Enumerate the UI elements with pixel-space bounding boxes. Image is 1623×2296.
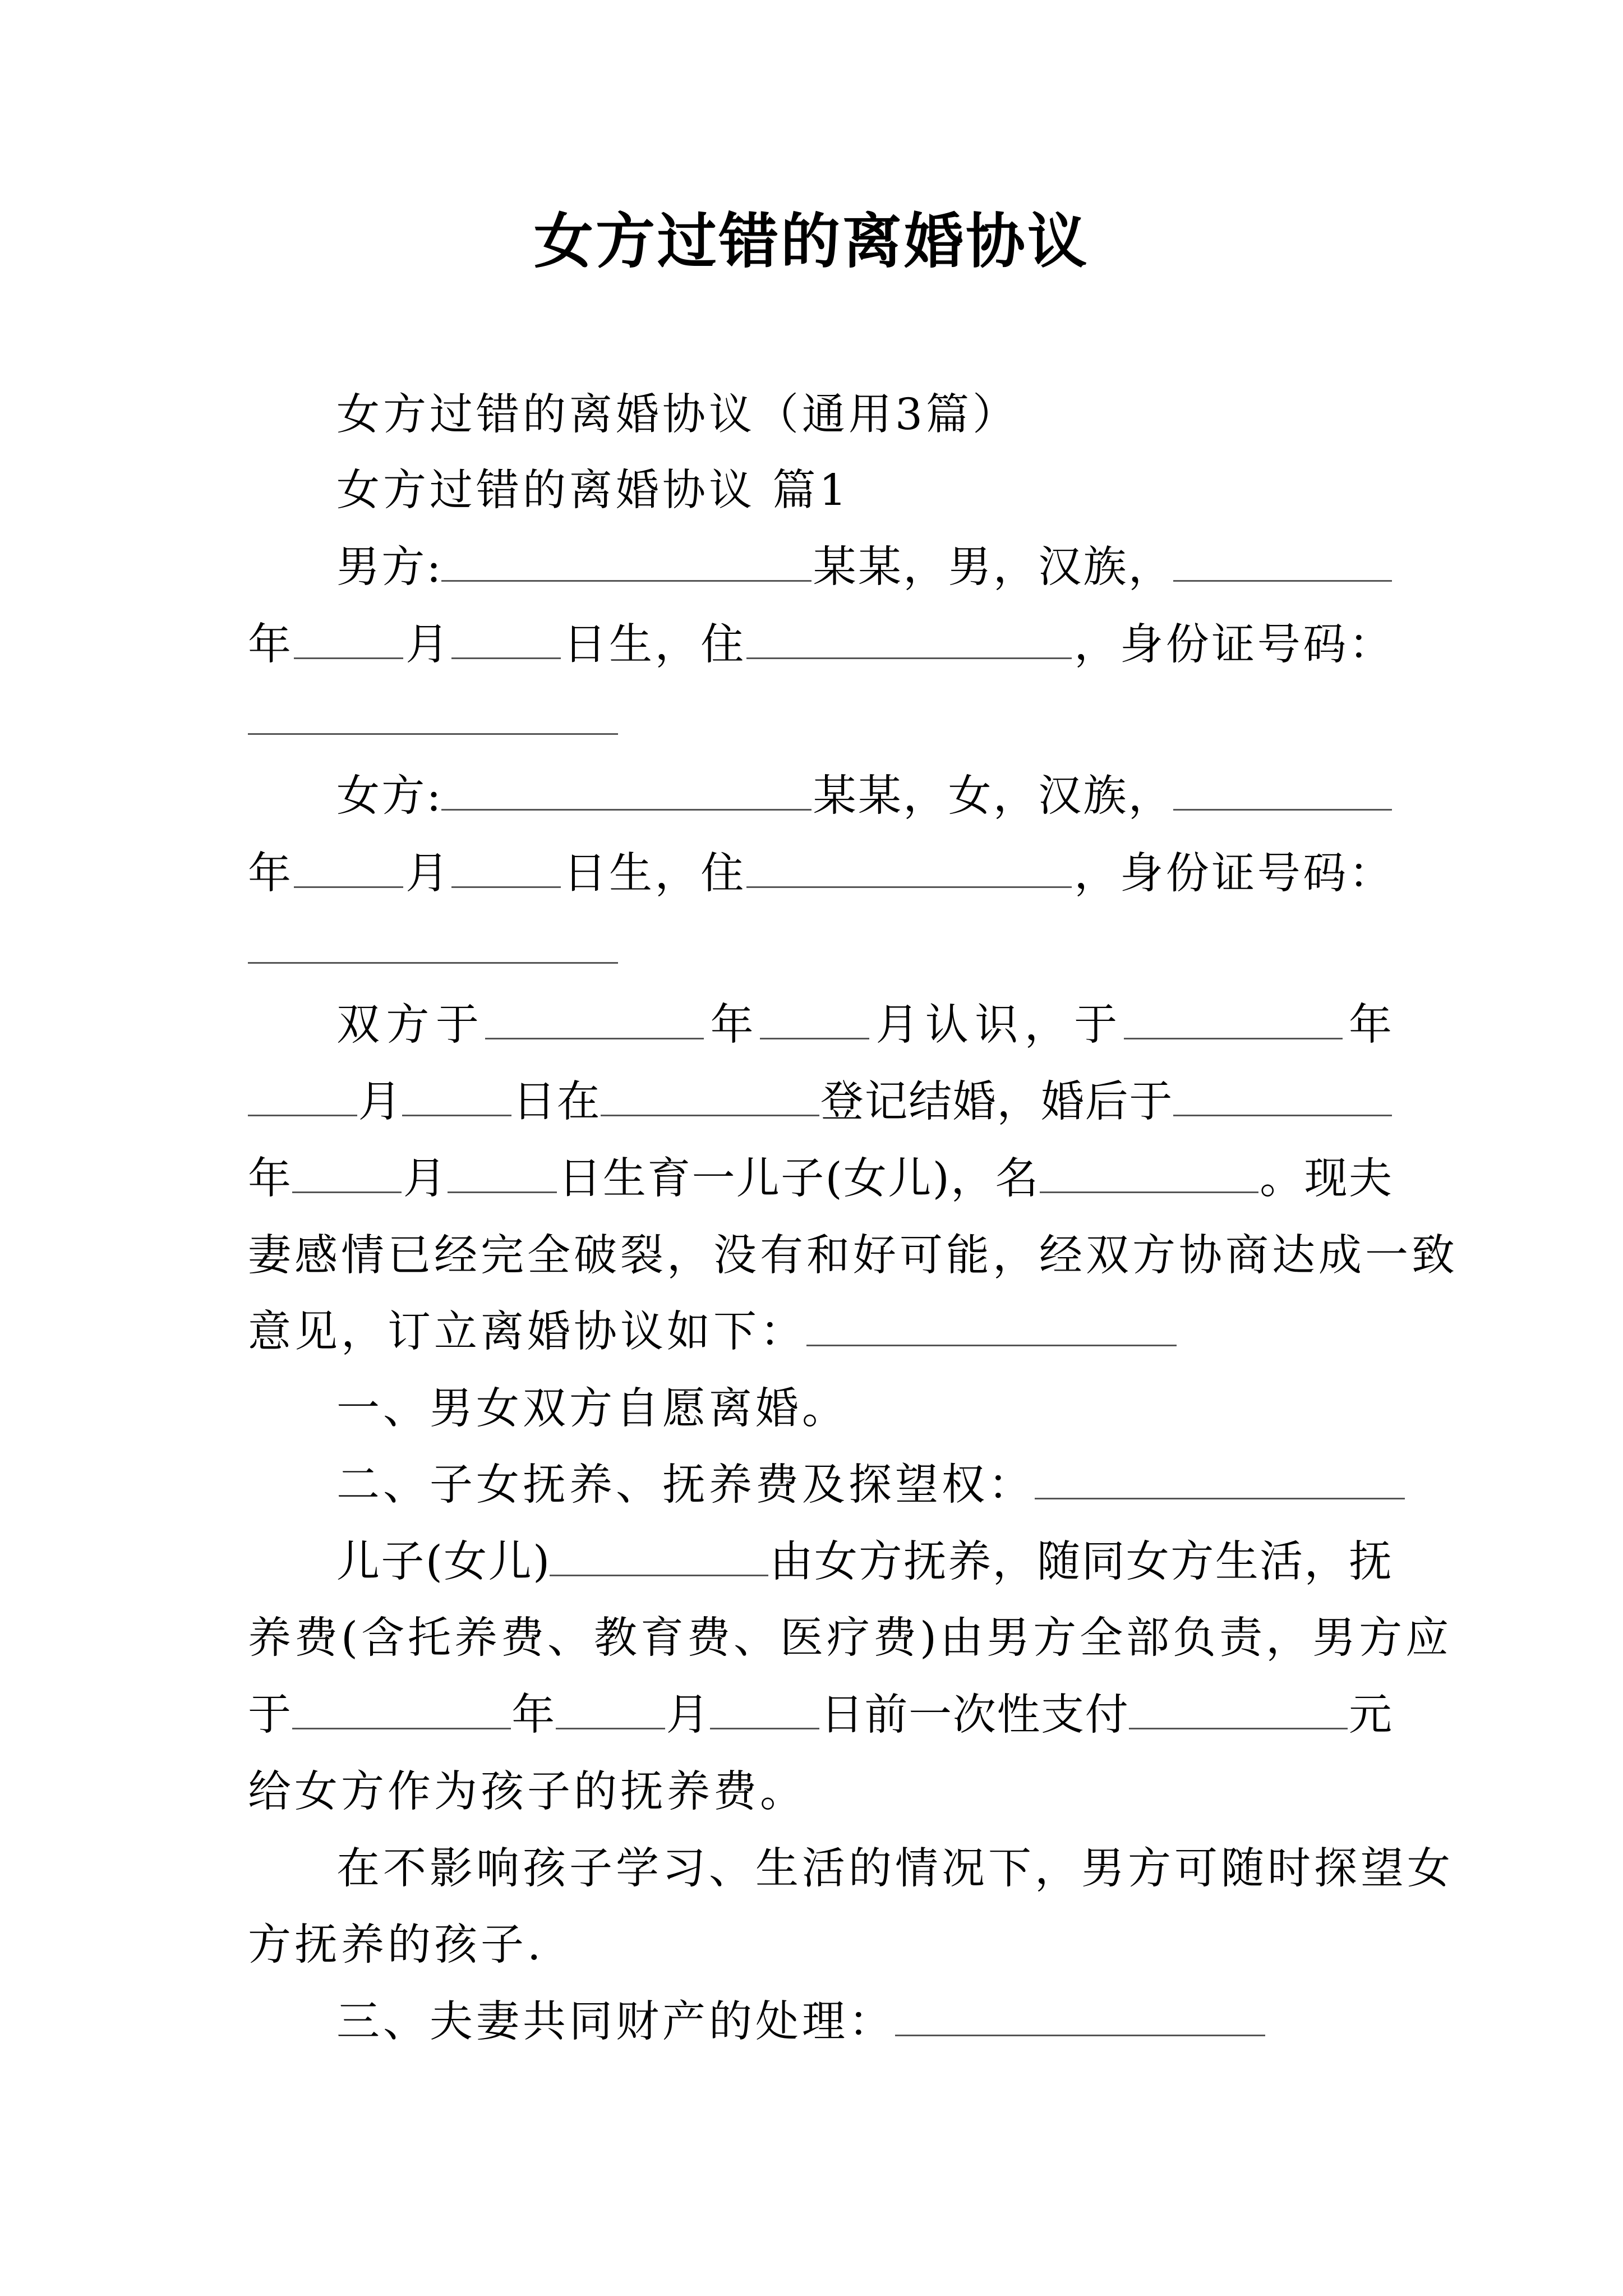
clause-3-blank[interactable] [895, 1998, 1265, 2036]
intro-l3-c: 日生育一儿子(女儿)，名 [557, 1154, 1040, 1204]
intro-l5: 意见，订立离婚协议如下： [248, 1307, 806, 1357]
custody-l3-d: 日前一次性支付 [819, 1690, 1129, 1740]
husband-name-blank[interactable] [441, 543, 811, 582]
birth-month-blank[interactable] [292, 1154, 402, 1193]
husband-born: 日生，住 [560, 620, 746, 670]
wife-line-2 [248, 843, 1392, 905]
intro-l1-a: 双方于 [336, 1000, 486, 1050]
intro-line-5 [248, 1301, 1392, 1363]
clause-2-blank[interactable] [1035, 1461, 1405, 1499]
custody-l3-b: 年 [510, 1690, 556, 1740]
husband-line-1 [336, 537, 1392, 599]
visit-line-1: 在不影响孩子学习、生活的情况下，男方可随时探望女 [336, 1844, 1454, 1894]
intro-line-3 [248, 1148, 1392, 1210]
wife-year: 年 [248, 849, 294, 899]
husband-id-label: ，身份证号码： [1071, 620, 1393, 670]
wife-month-blank[interactable] [294, 849, 403, 888]
part-heading: 女方过错的离婚协议 篇1 [336, 466, 850, 516]
clause-3: 三、夫妻共同财产的处理： [336, 1997, 895, 2047]
wife-line-1 [336, 766, 1392, 827]
met-year-blank[interactable] [485, 1001, 704, 1039]
payment-year-blank[interactable] [292, 1691, 511, 1729]
agreement-blank[interactable] [806, 1308, 1177, 1346]
intro-l2-a: 月 [357, 1077, 403, 1127]
husband-month-blank[interactable] [294, 620, 403, 659]
husband-year: 年 [248, 620, 294, 670]
intro-l1-c: 月认识，于 [869, 1000, 1124, 1050]
intro-l3-d: 。现夫 [1258, 1154, 1393, 1204]
wife-birth-year-blank[interactable] [1173, 772, 1392, 811]
husband-address-blank[interactable] [746, 620, 1072, 659]
marriage-day-blank[interactable] [402, 1078, 511, 1116]
custody-l3-a: 于 [248, 1690, 292, 1740]
registry-place-blank[interactable] [601, 1078, 819, 1116]
met-month-blank[interactable] [760, 1001, 869, 1039]
custody-child-blank[interactable] [550, 1538, 768, 1576]
intro-line-1 [336, 995, 1392, 1056]
husband-birth-year-blank[interactable] [1173, 543, 1392, 582]
intro-l3-a: 年 [248, 1154, 293, 1204]
marriage-year-blank[interactable] [1124, 1001, 1343, 1039]
custody-line-3 [248, 1685, 1392, 1746]
payment-month-blank[interactable] [556, 1691, 665, 1729]
intro-l1-d: 年 [1342, 1000, 1393, 1050]
husband-line-3 [248, 690, 1392, 752]
intro-l2-b: 日在 [511, 1077, 601, 1127]
clause-1: 一、男女双方自愿离婚。 [336, 1384, 849, 1434]
birth-year-blank[interactable] [1173, 1078, 1392, 1116]
subtitle: 女方过错的离婚协议（通用3篇） [336, 390, 1019, 440]
husband-text: 某某，男，汉族， [811, 542, 1173, 592]
intro-l2-c: 登记结婚，婚后于 [819, 1077, 1174, 1127]
wife-born: 日生，住 [560, 849, 746, 899]
clause-2: 二、子女抚养、抚养费及探望权： [336, 1460, 1035, 1510]
visit-line-2: 方抚养的孩子. [248, 1920, 545, 1970]
child-name-blank[interactable] [1040, 1154, 1258, 1193]
wife-text: 某某，女，汉族， [811, 771, 1173, 821]
intro-l3-b: 月 [402, 1154, 448, 1204]
wife-address-blank[interactable] [746, 849, 1072, 888]
intro-line-2 [248, 1071, 1392, 1133]
husband-month: 月 [403, 620, 451, 670]
wife-day-blank[interactable] [451, 849, 561, 888]
marriage-month-blank[interactable] [248, 1078, 357, 1116]
custody-line-2: 养费(含托养费、教育费、医疗费)由男方全部负责，男方应 [248, 1613, 1453, 1663]
wife-name-blank[interactable] [441, 772, 811, 811]
custody-l3-e: 元 [1348, 1690, 1393, 1740]
custody-l1-b: 由女方抚养，随同女方生活，抚 [768, 1537, 1392, 1587]
husband-line-2 [248, 614, 1392, 676]
wife-id-label: ，身份证号码： [1071, 849, 1393, 899]
intro-l1-b: 年 [704, 1000, 760, 1050]
custody-l1-a: 儿子(女儿) [336, 1537, 550, 1587]
wife-id-blank[interactable] [248, 925, 618, 964]
birth-day-blank[interactable] [448, 1154, 557, 1193]
custody-l3-c: 月 [665, 1690, 711, 1740]
husband-label: 男方: [336, 542, 441, 592]
custody-line-1 [336, 1531, 1392, 1593]
payment-amount-blank[interactable] [1129, 1691, 1348, 1729]
clause-2-line [336, 1455, 1392, 1516]
wife-label: 女方: [336, 771, 441, 821]
document-title: 女方过错的离婚协议 [534, 206, 1089, 276]
intro-line-4: 妻感情已经完全破裂，没有和好可能，经双方协商达成一致 [248, 1231, 1458, 1281]
wife-line-3 [248, 919, 1392, 981]
custody-line-4: 给女方作为孩子的抚养费。 [248, 1767, 806, 1817]
husband-day-blank[interactable] [451, 620, 561, 659]
clause-3-line [336, 1991, 1392, 2053]
payment-day-blank[interactable] [710, 1691, 819, 1729]
wife-month: 月 [403, 849, 451, 899]
husband-id-blank[interactable] [248, 696, 618, 735]
